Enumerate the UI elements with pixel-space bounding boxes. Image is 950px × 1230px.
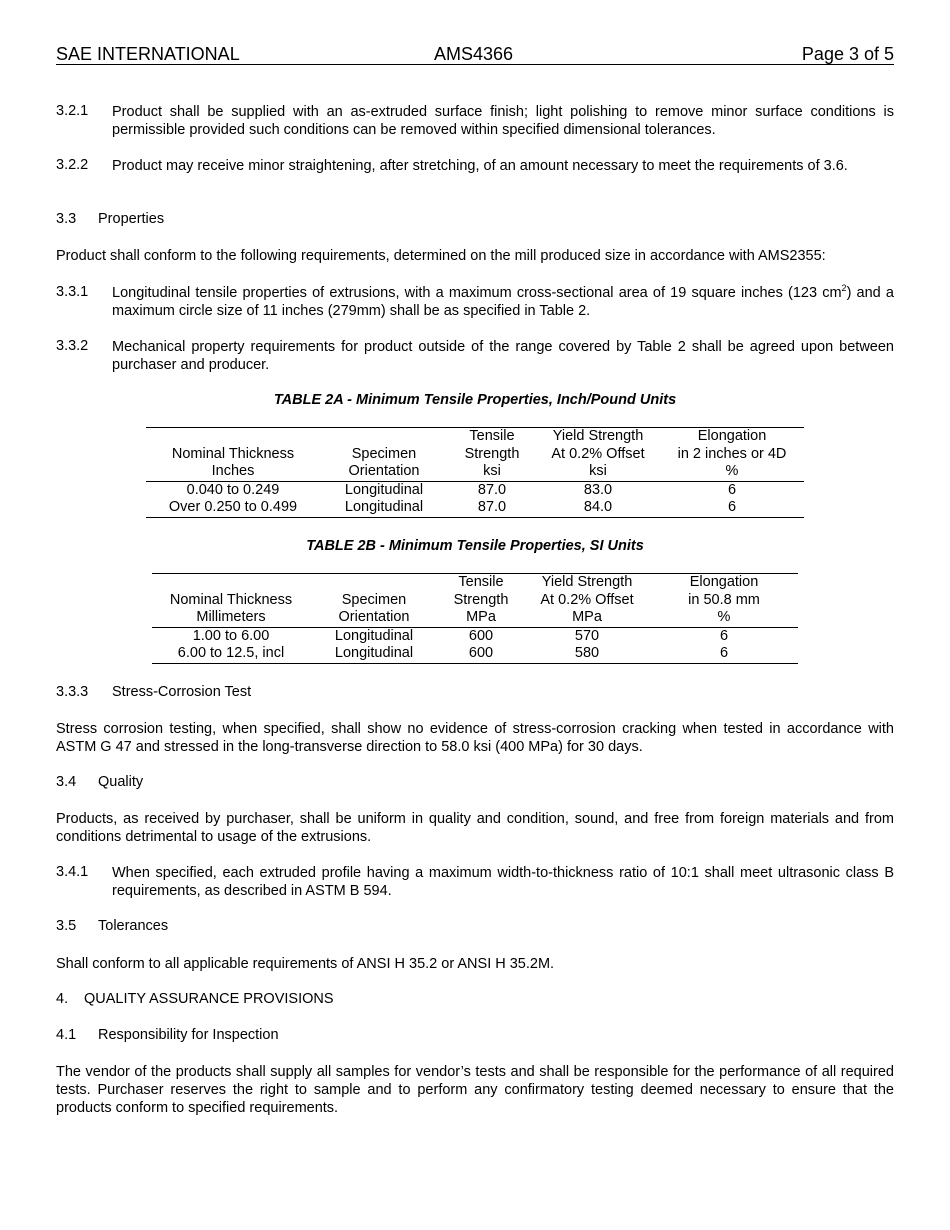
section-number-3-2-2: 3.2.2	[56, 157, 89, 173]
table-2b-header-cell: Millimeters	[152, 609, 310, 627]
table-2a-header-cell: ksi	[536, 463, 660, 481]
table-cell: 570	[574, 627, 600, 644]
section-number-4: 4.	[56, 991, 69, 1007]
table-2a-header-cell: Strength	[464, 445, 520, 462]
table-2a-header-cell: in 2 inches or 4D	[677, 445, 787, 462]
table-2a-header-cell: Specimen	[351, 445, 417, 462]
table-2a-header-cell: ksi	[448, 463, 536, 481]
table-2b	[152, 573, 798, 664]
table-2a-header-cell: Nominal Thickness	[171, 445, 295, 462]
table-2b-header-cell: MPa	[438, 609, 524, 627]
table-2a-header-cell: Inches	[146, 463, 320, 481]
section-3-3-3-text: Stress corrosion testing, when specified, shall show no evidence of stress-corrosion cracking when tested in accordance with ASTM G 47 and stressed in the long-transverse direction to 58.0 ksi (400 MPa) for 30 days.	[56, 721, 894, 755]
table-cell: Longitudinal	[334, 627, 414, 644]
section-3-5-text: Shall conform to all applicable requirements of ANSI H 35.2 or ANSI H 35.2M.	[56, 956, 555, 972]
table-row	[146, 481, 804, 499]
table-cell: Longitudinal	[320, 499, 448, 517]
page-header	[56, 44, 894, 65]
table-2b-header-cell: Specimen	[341, 591, 407, 608]
table-2a-caption: TABLE 2A - Minimum Tensile Properties, Inch/Pound Units	[273, 392, 677, 408]
table-cell: 87.0	[477, 481, 507, 498]
table-2a-header-cell	[320, 428, 448, 446]
section-number-3-4: 3.4	[56, 774, 77, 790]
table-2b-header-cell: in 50.8 mm	[688, 591, 760, 608]
table-cell: 0.040 to 0.249	[186, 481, 280, 498]
section-4-heading: QUALITY ASSURANCE PROVISIONS	[84, 991, 334, 1007]
table-2b-header-cell: Elongation	[650, 574, 798, 592]
table-cell: 600	[468, 627, 494, 644]
section-3-4-heading: Quality	[98, 774, 144, 790]
section-number-3-5: 3.5	[56, 918, 77, 934]
table-cell: 84.0	[536, 499, 660, 517]
section-3-4-text: Products, as received by purchaser, shall be uniform in quality and condition, sound, and free from foreign materials and from conditions detrimental to usage of the extrusions.	[56, 811, 894, 845]
table-cell: 87.0	[448, 499, 536, 517]
section-number-3-3-3: 3.3.3	[56, 684, 89, 700]
table-2b-header-cell: Tensile	[438, 574, 524, 592]
table-cell: 1.00 to 6.00	[192, 627, 270, 644]
header-page-number: Page 3 of 5	[801, 44, 894, 64]
table-cell: 6	[660, 499, 804, 517]
header-document-id: AMS4366	[434, 44, 514, 64]
section-3-2-2-text: Product may receive minor straightening, after stretching, of an amount necessary to meet the requirements of 3.6.	[112, 158, 848, 174]
table-2b-header-cell: At 0.2% Offset	[540, 591, 634, 608]
section-3-3-1-text-a: Longitudinal tensile properties of extrusions, with a maximum cross-sectional area of 19 square inches (123 cm	[112, 285, 842, 301]
section-number-3-3-1: 3.3.1	[56, 284, 89, 300]
section-3-3-3-heading: Stress-Corrosion Test	[112, 684, 252, 700]
table-2a-header-cell	[146, 428, 320, 446]
table-2a-header-cell: %	[660, 463, 804, 481]
table-cell: 6	[650, 645, 798, 663]
section-3-2-1-text: Product shall be supplied with an as-extruded surface finish; light polishing to remove minor surface conditions is permissible provided such conditions can be removed within specified dimensional tolerances.	[112, 104, 894, 138]
section-number-3-4-1: 3.4.1	[56, 864, 89, 880]
table-row	[152, 645, 798, 663]
table-2b-header-cell: Orientation	[310, 609, 438, 627]
table-row	[152, 627, 798, 645]
table-cell: Longitudinal	[310, 645, 438, 663]
table-2a-header-cell: Yield Strength	[536, 428, 660, 446]
section-3-3-heading: Properties	[98, 211, 165, 227]
table-2a-header-cell: Tensile	[448, 428, 536, 446]
table-2b-header-cell: MPa	[524, 609, 650, 627]
section-number-3-3-2: 3.3.2	[56, 338, 89, 354]
table-2b-header-cell: %	[650, 609, 798, 627]
section-4-1-heading: Responsibility for Inspection	[98, 1027, 279, 1043]
table-2b-header-cell	[310, 574, 438, 592]
table-2a-header-cell: Orientation	[320, 463, 448, 481]
section-number-3-2-1: 3.2.1	[56, 103, 89, 119]
table-2a	[146, 427, 804, 518]
table-2b-header-cell: Nominal Thickness	[169, 591, 293, 608]
section-4-1-text: The vendor of the products shall supply all samples for vendor’s tests and shall be responsible for the performance of all required tests. Purchaser reserves the right to sample and to perform any confirmatory testing deemed necessary to ensure that the products conform to specified requirements.	[56, 1064, 894, 1116]
table-2b-header-cell	[152, 574, 310, 592]
table-cell: 600	[438, 645, 524, 663]
table-cell: 6	[719, 627, 729, 644]
superscript-2: 2	[841, 283, 847, 294]
table-cell: Longitudinal	[344, 481, 424, 498]
section-3-3-1-text-b: ) and a maximum circle size of 11 inches (279mm) shall be as specified in Table 2.	[112, 285, 894, 319]
table-cell: Over 0.250 to 0.499	[146, 499, 320, 517]
table-cell: 6	[727, 481, 737, 498]
section-number-3-3: 3.3	[56, 211, 77, 227]
table-2b-header-cell: Yield Strength	[524, 574, 650, 592]
section-number-4-1: 4.1	[56, 1027, 77, 1043]
table-2b-header-cell: Strength	[453, 591, 509, 608]
table-cell: 580	[524, 645, 650, 663]
section-3-3-2-text: Mechanical property requirements for product outside of the range covered by Table 2 shall be agreed upon between purchaser and producer.	[112, 339, 894, 373]
section-3-3-1-text	[112, 284, 894, 320]
table-cell: 83.0	[583, 481, 613, 498]
section-3-5-heading: Tolerances	[98, 918, 169, 934]
table-row	[146, 499, 804, 517]
table-2b-caption: TABLE 2B - Minimum Tensile Properties, SI Units	[306, 538, 644, 554]
header-organization: SAE INTERNATIONAL	[56, 44, 240, 64]
table-2a-header-cell: At 0.2% Offset	[551, 445, 645, 462]
table-cell: 6.00 to 12.5, incl	[152, 645, 310, 663]
section-3-4-1-text: When specified, each extruded profile having a maximum width-to-thickness ratio of 10:1 shall meet ultrasonic class B requirements, as described in ASTM B 594.	[112, 865, 894, 899]
table-2a-header-cell: Elongation	[660, 428, 804, 446]
section-3-3-intro: Product shall conform to the following requirements, determined on the mill produced size in accordance with AMS2355:	[56, 248, 826, 264]
